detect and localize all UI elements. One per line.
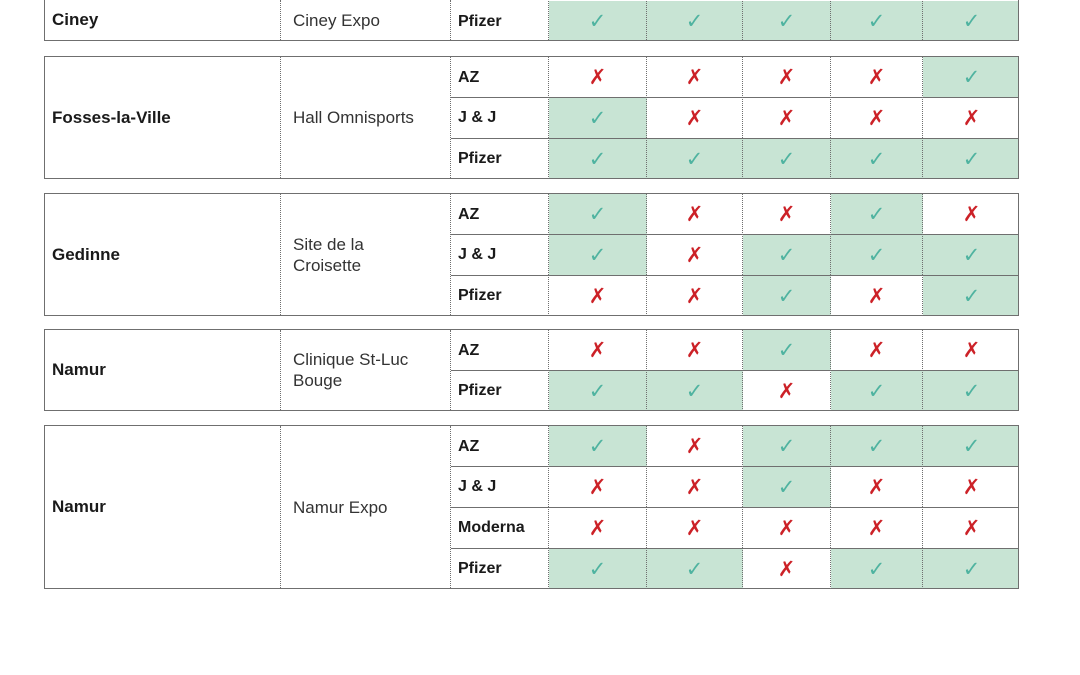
checkmark-icon: ✓ bbox=[923, 138, 1019, 179]
commune-name: Ciney bbox=[45, 0, 281, 40]
checkmark-icon: ✓ bbox=[923, 1, 1019, 41]
commune-name: Namur bbox=[45, 330, 281, 410]
vaccine-name: J & J bbox=[451, 97, 549, 138]
vaccine-name: Moderna bbox=[451, 507, 549, 548]
checkmark-icon: ✓ bbox=[743, 275, 831, 316]
cross-icon: ✗ bbox=[923, 330, 1019, 371]
checkmark-icon: ✓ bbox=[549, 97, 647, 138]
checkmark-icon: ✓ bbox=[743, 234, 831, 275]
cross-icon: ✗ bbox=[647, 330, 743, 371]
cross-icon: ✗ bbox=[831, 97, 923, 138]
vaccine-name: AZ bbox=[451, 330, 549, 371]
vaccine-name: AZ bbox=[451, 426, 549, 467]
cross-icon: ✗ bbox=[647, 57, 743, 98]
site-name: Ciney Expo bbox=[281, 0, 451, 40]
checkmark-icon: ✓ bbox=[549, 1, 647, 41]
vaccine-name: Pfizer bbox=[451, 370, 549, 411]
checkmark-icon: ✓ bbox=[923, 275, 1019, 316]
checkmark-icon: ✓ bbox=[549, 426, 647, 467]
checkmark-icon: ✓ bbox=[647, 548, 743, 589]
checkmark-icon: ✓ bbox=[831, 370, 923, 411]
cross-icon: ✗ bbox=[647, 234, 743, 275]
cross-icon: ✗ bbox=[743, 57, 831, 98]
checkmark-icon: ✓ bbox=[647, 370, 743, 411]
checkmark-icon: ✓ bbox=[549, 234, 647, 275]
vaccine-name: Pfizer bbox=[451, 275, 549, 316]
cross-icon: ✗ bbox=[549, 330, 647, 371]
checkmark-icon: ✓ bbox=[923, 234, 1019, 275]
cross-icon: ✗ bbox=[923, 466, 1019, 507]
checkmark-icon: ✓ bbox=[831, 194, 923, 235]
checkmark-icon: ✓ bbox=[743, 1, 831, 41]
cross-icon: ✗ bbox=[647, 97, 743, 138]
vaccine-name: J & J bbox=[451, 234, 549, 275]
site-name: Clinique St-Luc Bouge bbox=[281, 330, 451, 410]
cross-icon: ✗ bbox=[831, 57, 923, 98]
site-name: Site de la Croisette bbox=[281, 194, 451, 315]
checkmark-icon: ✓ bbox=[647, 1, 743, 41]
vaccine-name: AZ bbox=[451, 57, 549, 98]
checkmark-icon: ✓ bbox=[831, 1, 923, 41]
cross-icon: ✗ bbox=[831, 330, 923, 371]
checkmark-icon: ✓ bbox=[743, 466, 831, 507]
cross-icon: ✗ bbox=[549, 57, 647, 98]
cross-icon: ✗ bbox=[743, 507, 831, 548]
cross-icon: ✗ bbox=[549, 275, 647, 316]
checkmark-icon: ✓ bbox=[923, 57, 1019, 98]
cross-icon: ✗ bbox=[647, 466, 743, 507]
cross-icon: ✗ bbox=[743, 194, 831, 235]
checkmark-icon: ✓ bbox=[831, 548, 923, 589]
cross-icon: ✗ bbox=[923, 507, 1019, 548]
commune-name: Namur bbox=[45, 426, 281, 588]
cross-icon: ✗ bbox=[549, 466, 647, 507]
checkmark-icon: ✓ bbox=[743, 138, 831, 179]
checkmark-icon: ✓ bbox=[647, 138, 743, 179]
cross-icon: ✗ bbox=[831, 507, 923, 548]
cross-icon: ✗ bbox=[647, 507, 743, 548]
cross-icon: ✗ bbox=[743, 97, 831, 138]
commune-name: Fosses-la-Ville bbox=[45, 57, 281, 178]
checkmark-icon: ✓ bbox=[831, 426, 923, 467]
checkmark-icon: ✓ bbox=[831, 234, 923, 275]
checkmark-icon: ✓ bbox=[923, 426, 1019, 467]
vaccine-name: AZ bbox=[451, 194, 549, 235]
cross-icon: ✗ bbox=[647, 275, 743, 316]
cross-icon: ✗ bbox=[831, 466, 923, 507]
cross-icon: ✗ bbox=[743, 548, 831, 589]
checkmark-icon: ✓ bbox=[923, 370, 1019, 411]
site-name: Hall Omnisports bbox=[281, 57, 451, 178]
checkmark-icon: ✓ bbox=[743, 426, 831, 467]
cross-icon: ✗ bbox=[831, 275, 923, 316]
checkmark-icon: ✓ bbox=[549, 548, 647, 589]
checkmark-icon: ✓ bbox=[743, 330, 831, 371]
site-block bbox=[44, 0, 1019, 41]
vaccine-name: Pfizer bbox=[451, 548, 549, 589]
checkmark-icon: ✓ bbox=[549, 138, 647, 179]
site-name: Namur Expo bbox=[281, 426, 451, 588]
checkmark-icon: ✓ bbox=[549, 370, 647, 411]
cross-icon: ✗ bbox=[923, 194, 1019, 235]
vaccine-name: Pfizer bbox=[451, 138, 549, 179]
site-block bbox=[44, 56, 1019, 179]
checkmark-icon: ✓ bbox=[549, 194, 647, 235]
site-block bbox=[44, 425, 1019, 589]
cross-icon: ✗ bbox=[647, 426, 743, 467]
checkmark-icon: ✓ bbox=[923, 548, 1019, 589]
site-block bbox=[44, 329, 1019, 411]
cross-icon: ✗ bbox=[549, 507, 647, 548]
vaccine-name: J & J bbox=[451, 466, 549, 507]
cross-icon: ✗ bbox=[923, 97, 1019, 138]
cross-icon: ✗ bbox=[743, 370, 831, 411]
checkmark-icon: ✓ bbox=[831, 138, 923, 179]
commune-name: Gedinne bbox=[45, 194, 281, 315]
site-block bbox=[44, 193, 1019, 316]
cross-icon: ✗ bbox=[647, 194, 743, 235]
vaccine-name: Pfizer bbox=[451, 1, 549, 41]
